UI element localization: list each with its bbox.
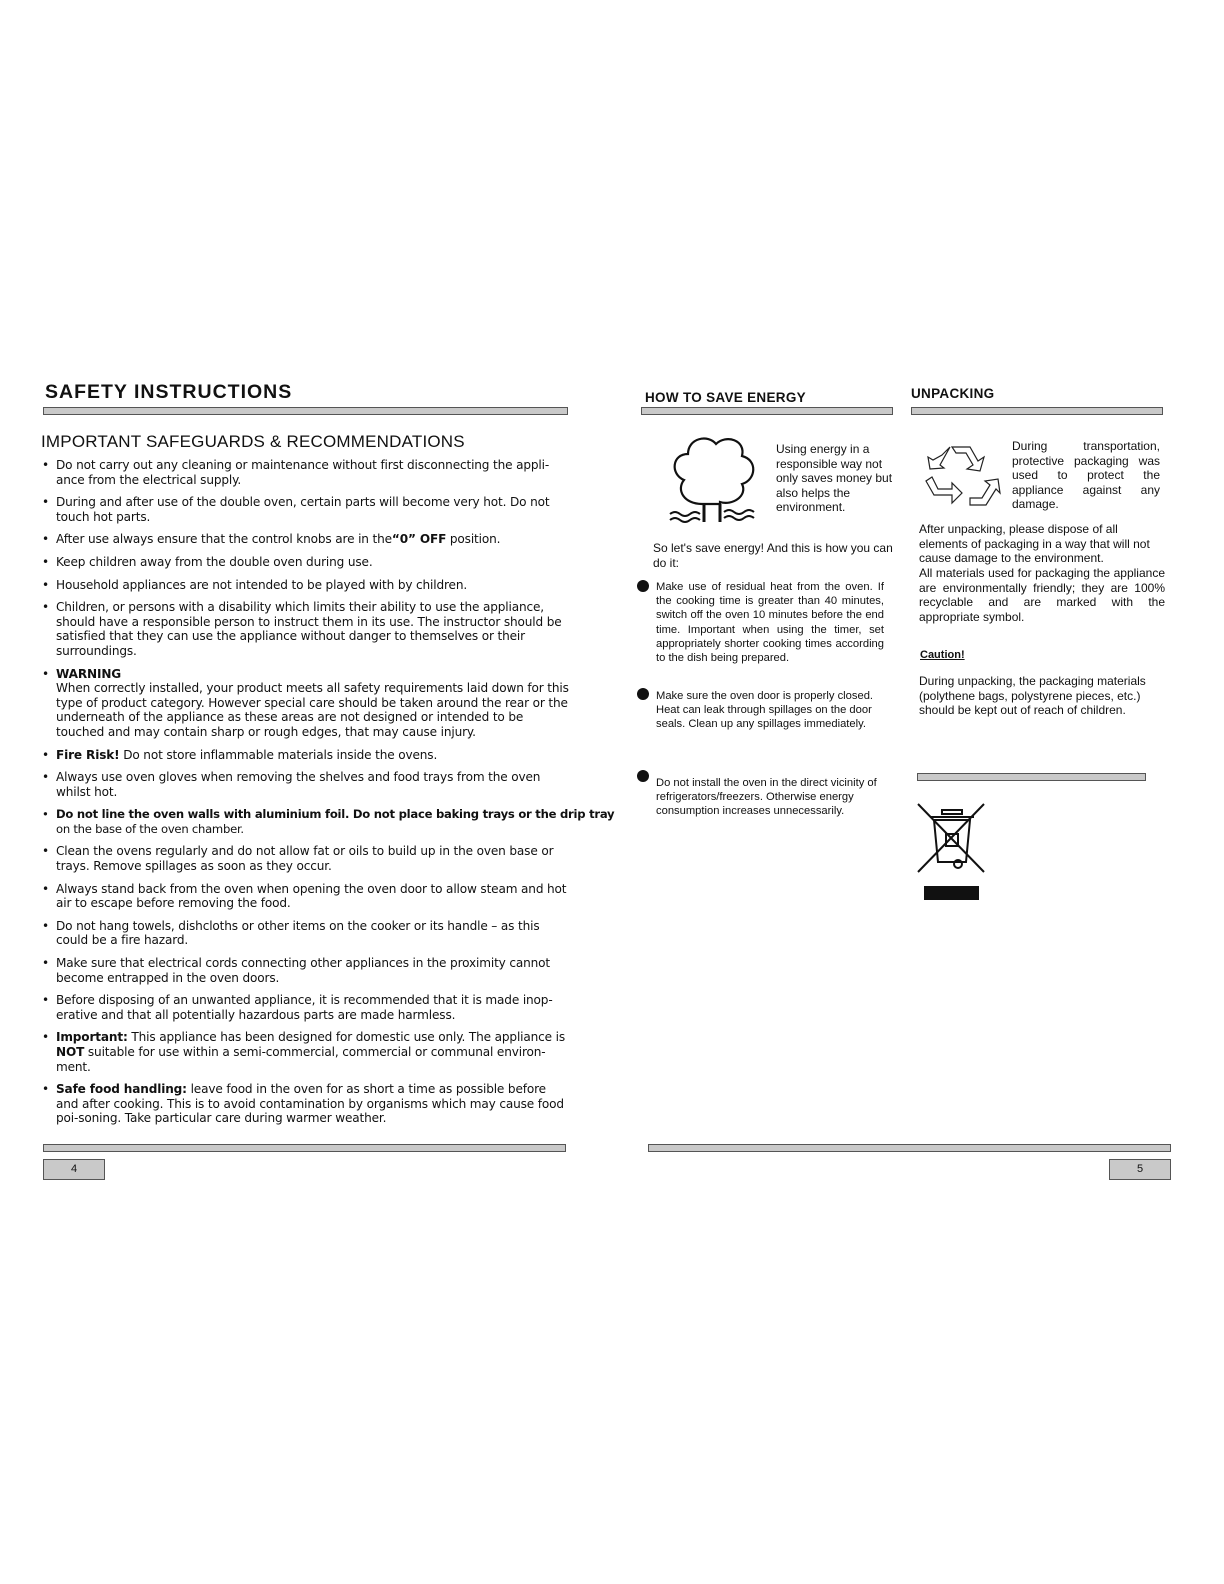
list-item: • Clean the ovens regularly and do not allow fat or oils to build up in the oven base or trays. Remove spillages as soon as they occur.	[40, 844, 570, 873]
list-item: • During and after use of the double oven, certain parts will become very hot. Do not touch hot parts.	[40, 495, 570, 524]
page-number: 5	[1109, 1159, 1171, 1180]
list-item: • Before disposing of an unwanted appliance, it is recommended that it is made inop-erative and that all potentially hazardous parts are made harmless.	[40, 993, 570, 1022]
list-item: • Make sure that electrical cords connecting other appliances in the proximity cannot become entrapped in the oven doors.	[40, 956, 570, 985]
crossed-bin-icon	[916, 800, 988, 904]
energy-tip-3: Do not install the oven in the direct vicinity of refrigerators/freezers. Otherwise energy consumption increases unnecessarily.	[656, 777, 877, 818]
list-item: • Safe food handling: leave food in the oven for as short a time as possible before and after cooking. This is to avoid contamination by organisms which may cause food poi-soning. Take particular care during warmer weather.	[40, 1082, 570, 1126]
title-rule	[43, 407, 568, 415]
list-item: • Fire Risk! Do not store inflammable materials inside the ovens.	[40, 748, 570, 763]
list-item: • After use always ensure that the control knobs are in the“0” OFF position.	[40, 532, 570, 547]
energy-tip-2: Make sure the oven door is properly closed. Heat can leak through spillages on the door seals. Clean up any spillages immediately.	[656, 690, 874, 731]
energy-intro: Using energy in a responsible way not only saves money but also helps the environment.	[776, 442, 893, 515]
energy-title: HOW TO SAVE ENERGY	[645, 390, 806, 405]
safety-list	[40, 458, 615, 1134]
list-item: • Do not line the oven walls with aluminium foil. Do not place baking trays or the drip tray on the base of the oven chamber.	[40, 807, 616, 836]
list-item: • WARNING When correctly installed, your product meets all safety requirements laid down for this type of product category. However special care should be taken around the rear or the underneath of the appliance as these areas are not designed or intended to be touched and may contain sharp or rough edges, that may cause injury.	[40, 667, 570, 740]
footer-rule	[648, 1144, 1171, 1152]
page-title: SAFETY INSTRUCTIONS	[45, 381, 293, 403]
list-item: • Do not carry out any cleaning or maintenance without first disconnecting the appli-ance from the electrical supply.	[40, 458, 570, 487]
energy-lead: So let's save energy! And this is how you can do it:	[653, 541, 893, 570]
unpacking-rule	[911, 407, 1163, 415]
bullet-icon	[637, 688, 649, 700]
unpacking-p3: All materials used for packaging the appliance are environmentally friendly; they are 100% recyclable and are marked with the appropriate symbol.	[919, 566, 1165, 624]
list-item: • Always use oven gloves when removing the shelves and food trays from the oven whilst hot.	[40, 770, 570, 799]
list-item: • Children, or persons with a disability which limits their ability to use the appliance, should have a responsible person to instruct them in its use. The instructor should be satisfied that they can use the appliance without danger to themselves or their surroundings.	[40, 600, 570, 658]
bullet-icon	[637, 770, 649, 782]
energy-tip-1: Make use of residual heat from the oven. If the cooking time is greater than 40 minutes, switch off the oven 10 minutes before the end time. Important when using the timer, set appropriately shorter cooking times according to the dish being prepared.	[656, 581, 884, 665]
unpacking-p2: After unpacking, please dispose of all elements of packaging in a way that will not cause damage to the environment.	[919, 522, 1150, 566]
bullet-icon	[637, 580, 649, 592]
list-item: • Keep children away from the double oven during use.	[40, 555, 570, 570]
section-title: IMPORTANT SAFEGUARDS & RECOMMENDATIONS	[41, 432, 465, 451]
energy-rule	[641, 407, 893, 415]
footer-rule	[43, 1144, 566, 1152]
list-item: • Always stand back from the oven when opening the oven door to allow steam and hot air to escape before removing the food.	[40, 882, 570, 911]
list-item: • Do not hang towels, dishcloths or other items on the cooker or its handle – as this could be a fire hazard.	[40, 919, 570, 948]
list-item: • Important: This appliance has been designed for domestic use only. The appliance is NOT suitable for use within a semi-commercial, commercial or communal environ-ment.	[40, 1030, 570, 1074]
unpacking-p4: During unpacking, the packaging materials (polythene bags, polystyrene pieces, etc.) should be kept out of reach of children.	[919, 674, 1146, 718]
recycle-icon	[922, 441, 1002, 516]
list-item: • Household appliances are not intended to be played with by children.	[40, 578, 570, 593]
unpacking-p1: During transportation, protective packaging was used to protect the appliance against any damage.	[1012, 439, 1160, 512]
knob-off-label: “0” OFF	[391, 532, 447, 547]
page-number: 4	[43, 1159, 105, 1180]
weee-rule	[917, 773, 1146, 781]
unpacking-title: UNPACKING	[911, 386, 995, 401]
caution-label: Caution!	[920, 649, 965, 661]
tree-water-icon	[662, 432, 762, 524]
